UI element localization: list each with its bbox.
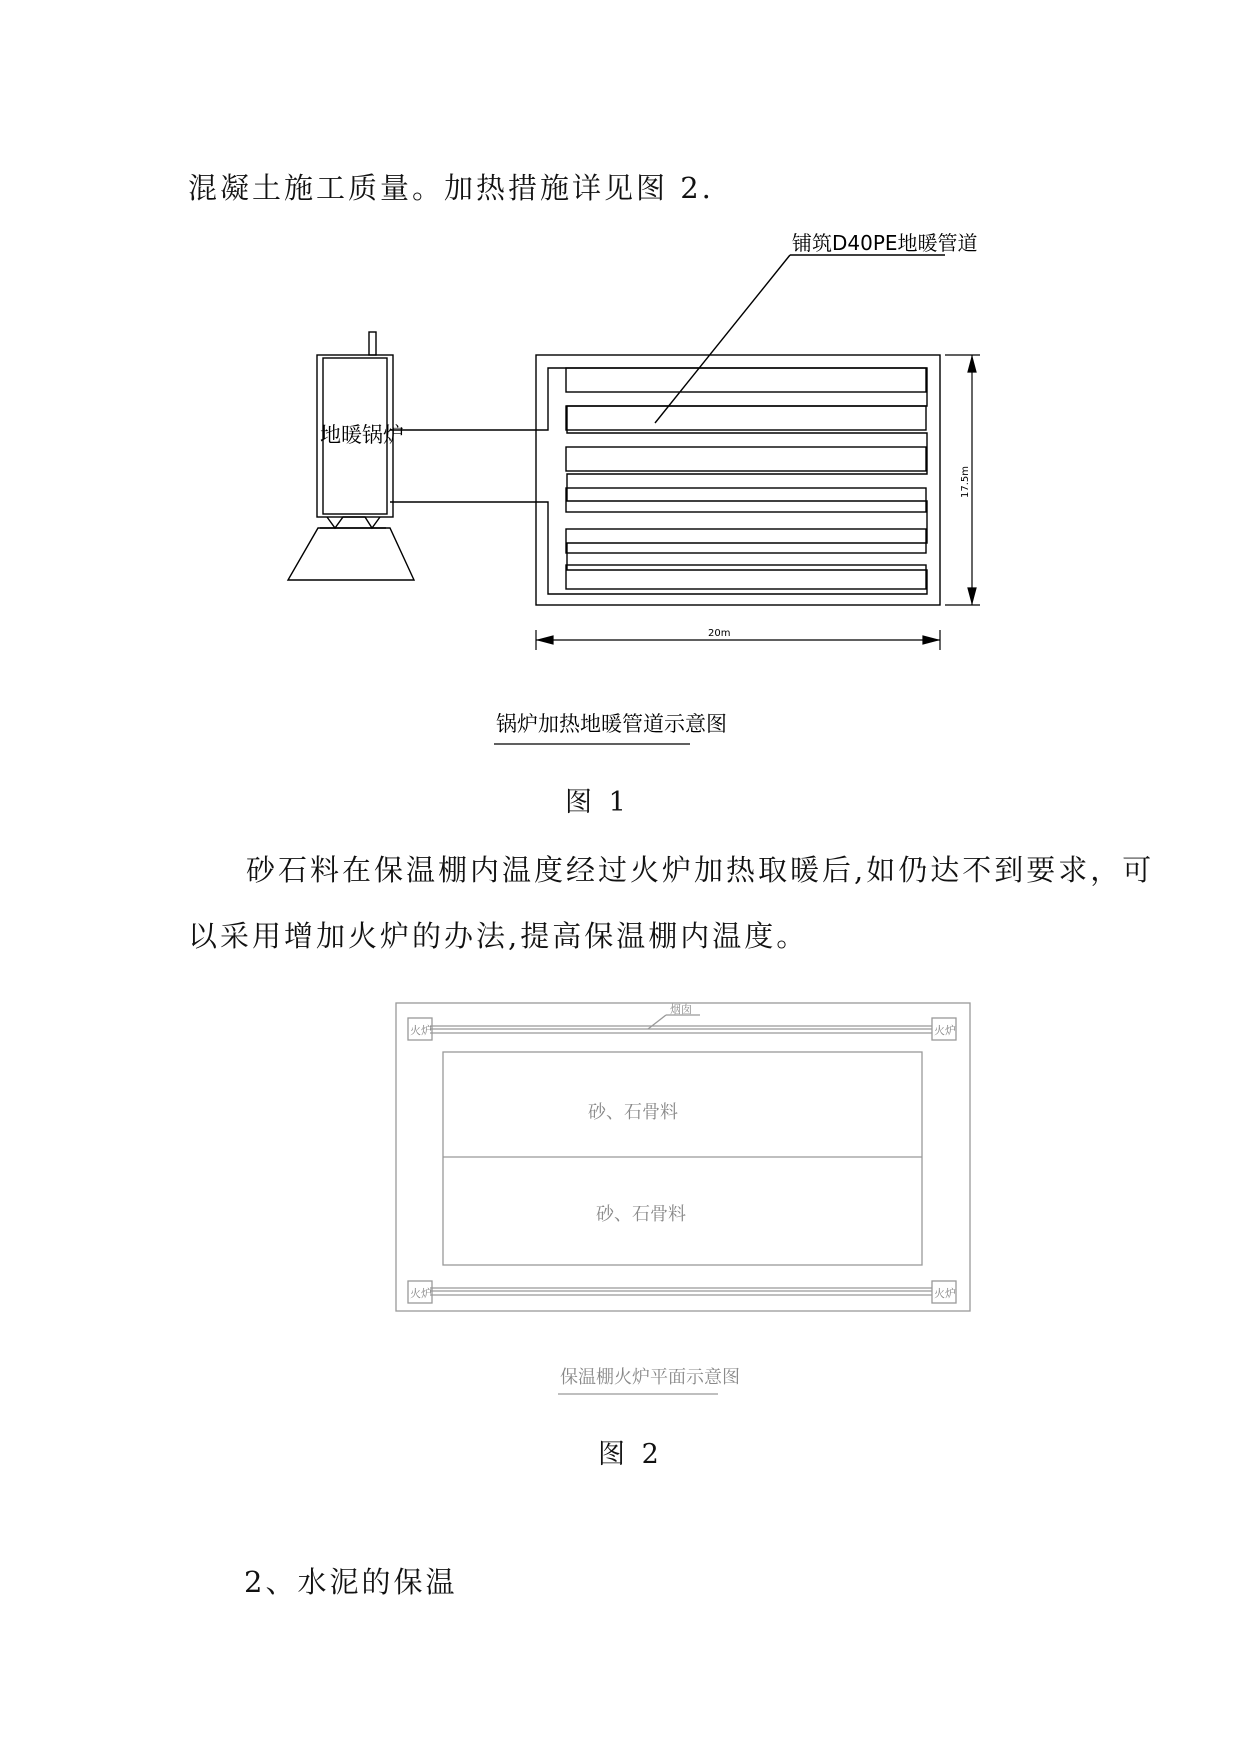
flue-leader — [648, 1015, 666, 1029]
pipe-label: 铺筑D40PE地暖管道 — [792, 231, 978, 255]
width-dim-label: 20m — [708, 628, 731, 639]
stove-label-bottom-left: 火炉 — [410, 1287, 432, 1300]
pipe-label-leader — [655, 255, 790, 423]
intro-text: 混凝土施工质量。加热措施详见图 2. — [188, 171, 714, 205]
figure-2-diagram — [0, 990, 1241, 1410]
aggregate-label-top: 砂、石骨料 — [588, 1102, 678, 1123]
figure-1-diagram — [0, 0, 1241, 780]
pipe-slots — [566, 368, 926, 589]
boiler-base — [288, 528, 414, 580]
stove-label-top-right: 火炉 — [934, 1024, 956, 1037]
stove-label-top-left: 火炉 — [410, 1024, 432, 1037]
aggregate-area — [443, 1052, 922, 1265]
section-heading: 2、水泥的保温 — [244, 1565, 458, 1599]
boiler-chimney — [369, 332, 376, 355]
boiler-label: 地暖锅炉 — [320, 423, 404, 447]
supply-pipe — [390, 381, 548, 430]
heating-pipe-coil — [548, 368, 927, 594]
figure-1-number: 图 1 — [565, 787, 630, 818]
flue-label: 烟囱 — [670, 1003, 692, 1016]
figure-2-caption: 保温棚火炉平面示意图 — [560, 1367, 740, 1388]
figure-2-number: 图 2 — [598, 1439, 663, 1470]
return-pipe — [390, 502, 548, 541]
paragraph-line-1: 砂石料在保温棚内温度经过火炉加热取暖后,如仍达不到要求，可 — [246, 853, 1155, 887]
aggregate-label-bottom: 砂、石骨料 — [596, 1204, 686, 1225]
boiler-legs — [327, 517, 380, 528]
stove-label-bottom-right: 火炉 — [934, 1287, 956, 1300]
height-dim-label: 17.5m — [960, 465, 971, 498]
figure-1-caption: 锅炉加热地暖管道示意图 — [496, 712, 727, 736]
paragraph-line-2: 以采用增加火炉的办法,提高保温棚内温度。 — [188, 919, 809, 953]
